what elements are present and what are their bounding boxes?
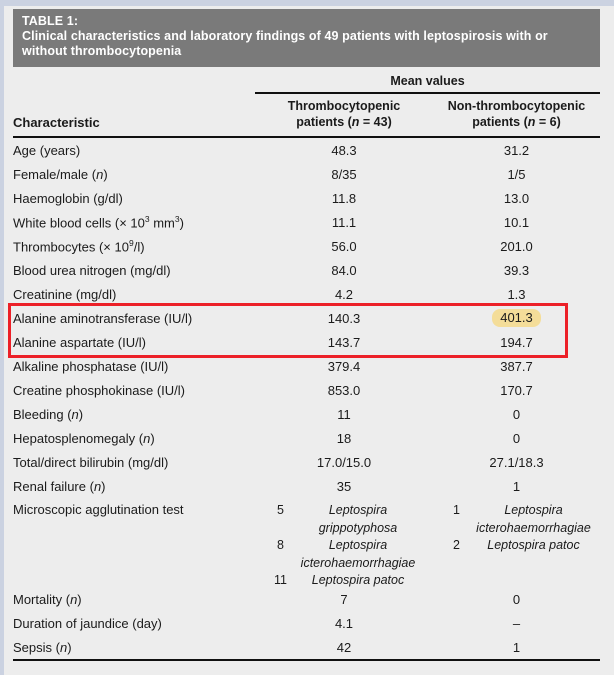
table-row — [13, 498, 600, 587]
value-thrombocytopenic: 140.3 — [327, 310, 361, 326]
table-caption: Clinical characteristics and laboratory findings of 49 patients with leptospirosis with or without thrombocytopenia — [22, 29, 548, 58]
row-label: Alkaline phosphatase (IU/l) — [13, 358, 169, 374]
row-label: Creatine phosphokinase (IU/l) — [13, 382, 185, 398]
table-row — [13, 138, 600, 162]
row-label: Alanine aspartate (IU/l) — [13, 334, 146, 350]
table-row — [13, 258, 600, 282]
table-row — [13, 210, 600, 234]
mat-species: Leptospira patoc — [487, 538, 580, 552]
table-row — [13, 306, 600, 330]
row-label: Blood urea nitrogen (mg/dl) — [13, 262, 171, 278]
table-row — [13, 186, 600, 210]
value-non-thrombocytopenic: 1 — [512, 639, 521, 655]
value-non-thrombocytopenic: 201.0 — [500, 238, 533, 254]
value-thrombocytopenic: 35 — [336, 478, 352, 494]
value-thrombocytopenic: 853.0 — [327, 382, 361, 398]
value-non-thrombocytopenic: 387.7 — [500, 358, 533, 374]
value-non-thrombocytopenic: 1 — [512, 478, 521, 494]
mat-count: 5 — [277, 503, 284, 517]
value-non-thrombocytopenic: 10.1 — [503, 214, 530, 230]
value-non-thrombocytopenic: 0 — [512, 406, 521, 422]
row-label: Mortality (n) — [13, 591, 82, 607]
table-row — [13, 162, 600, 186]
row-label: Haemoglobin (g/dl) — [13, 190, 123, 206]
table-row — [13, 354, 600, 378]
value-non-thrombocytopenic — [433, 309, 600, 327]
value-thrombocytopenic: 17.0/15.0 — [316, 454, 372, 470]
mat-species: Leptospira patoc — [311, 573, 405, 587]
mat-count: 2 — [453, 538, 460, 552]
value-non-thrombocytopenic: 27.1/18.3 — [489, 454, 544, 470]
value-non-thrombocytopenic: 13.0 — [503, 190, 530, 206]
table-row — [13, 234, 600, 258]
table-row — [13, 474, 600, 498]
table-row — [13, 611, 600, 635]
table-title-banner — [13, 9, 600, 67]
value-thrombocytopenic: 84.0 — [331, 262, 357, 278]
value-non-thrombocytopenic: 39.3 — [503, 262, 530, 278]
table-row — [13, 330, 600, 354]
row-label: Duration of jaundice (day) — [13, 615, 162, 631]
mat-list-non-thrombocytopenic — [433, 502, 600, 555]
table-body — [13, 138, 600, 661]
value-thrombocytopenic: 18 — [336, 430, 352, 446]
value-thrombocytopenic: 4.1 — [334, 615, 354, 631]
value-non-thrombocytopenic: – — [512, 615, 521, 631]
mean-values-header: Mean values — [255, 67, 600, 94]
row-label: Alanine aminotransferase (IU/l) — [13, 310, 193, 326]
row-label: Thrombocytes (× $10^9/l$) — [13, 237, 145, 255]
value-thrombocytopenic: 11 — [337, 406, 351, 422]
row-label: Bleeding (n) — [13, 406, 84, 422]
row-label: Total/direct bilirubin (mg/dl) — [13, 454, 169, 470]
value-thrombocytopenic: 143.7 — [327, 334, 361, 350]
top-accent-strip — [0, 0, 614, 6]
thrombocytopenic-column-header: Thrombocytopenic patients (n = 43) — [287, 99, 401, 129]
highlight-marker: 401.3 — [492, 309, 541, 327]
value-thrombocytopenic: 48.3 — [331, 142, 357, 158]
mat-count: 8 — [277, 538, 284, 552]
row-label: White blood cells (× $10^3$ $mm^3$) — [13, 213, 184, 231]
row-label: Microscopic agglutination test — [13, 502, 184, 517]
table-1 — [13, 9, 600, 661]
row-label: Hepatosplenomegaly (n) — [13, 430, 155, 446]
value-thrombocytopenic: 8/35 — [331, 166, 357, 182]
value-non-thrombocytopenic: 170.7 — [500, 382, 533, 398]
table-number: TABLE 1: — [22, 14, 79, 28]
column-headers — [13, 94, 600, 138]
table-row — [13, 378, 600, 402]
value-thrombocytopenic: 379.4 — [327, 358, 361, 374]
value-non-thrombocytopenic: 1.3 — [507, 286, 526, 302]
left-accent-strip — [0, 0, 4, 675]
mat-list-thrombocytopenic — [255, 502, 433, 590]
value-non-thrombocytopenic: 194.7 — [500, 334, 533, 350]
table-row — [13, 635, 600, 659]
row-label: Sepsis (n) — [13, 639, 72, 655]
characteristic-header: Characteristic — [13, 115, 100, 130]
mat-species: Leptospira icterohaemorrhagiae — [476, 503, 591, 535]
mat-species: Leptospira grippotyphosa — [318, 503, 398, 535]
mat-count: 1 — [453, 503, 460, 517]
mat-species: Leptospira icterohaemorrhagiae — [300, 538, 416, 570]
row-label: Creatinine (mg/dl) — [13, 286, 117, 302]
value-thrombocytopenic: 56.0 — [331, 238, 357, 254]
value-non-thrombocytopenic: 31.2 — [503, 142, 530, 158]
table-row — [13, 282, 600, 306]
table-row — [13, 402, 600, 426]
value-thrombocytopenic: 11.8 — [331, 190, 357, 206]
table-row — [13, 450, 600, 474]
value-thrombocytopenic: 4.2 — [334, 286, 354, 302]
value-non-thrombocytopenic: 1/5 — [507, 166, 526, 182]
mat-count: 11 — [274, 573, 287, 587]
value-thrombocytopenic: 11.1 — [331, 214, 357, 230]
table-row — [13, 426, 600, 450]
value-non-thrombocytopenic: 0 — [512, 591, 521, 607]
table-row — [13, 587, 600, 611]
non-thrombocytopenic-column-header: Non-thrombocytopenic patients (n = 6) — [447, 99, 586, 129]
value-non-thrombocytopenic: 0 — [512, 430, 521, 446]
row-label: Age (years) — [13, 142, 81, 158]
row-label: Female/male (n) — [13, 166, 108, 182]
value-thrombocytopenic: 42 — [336, 639, 352, 655]
value-thrombocytopenic: 7 — [340, 591, 348, 607]
row-label: Renal failure (n) — [13, 478, 106, 494]
